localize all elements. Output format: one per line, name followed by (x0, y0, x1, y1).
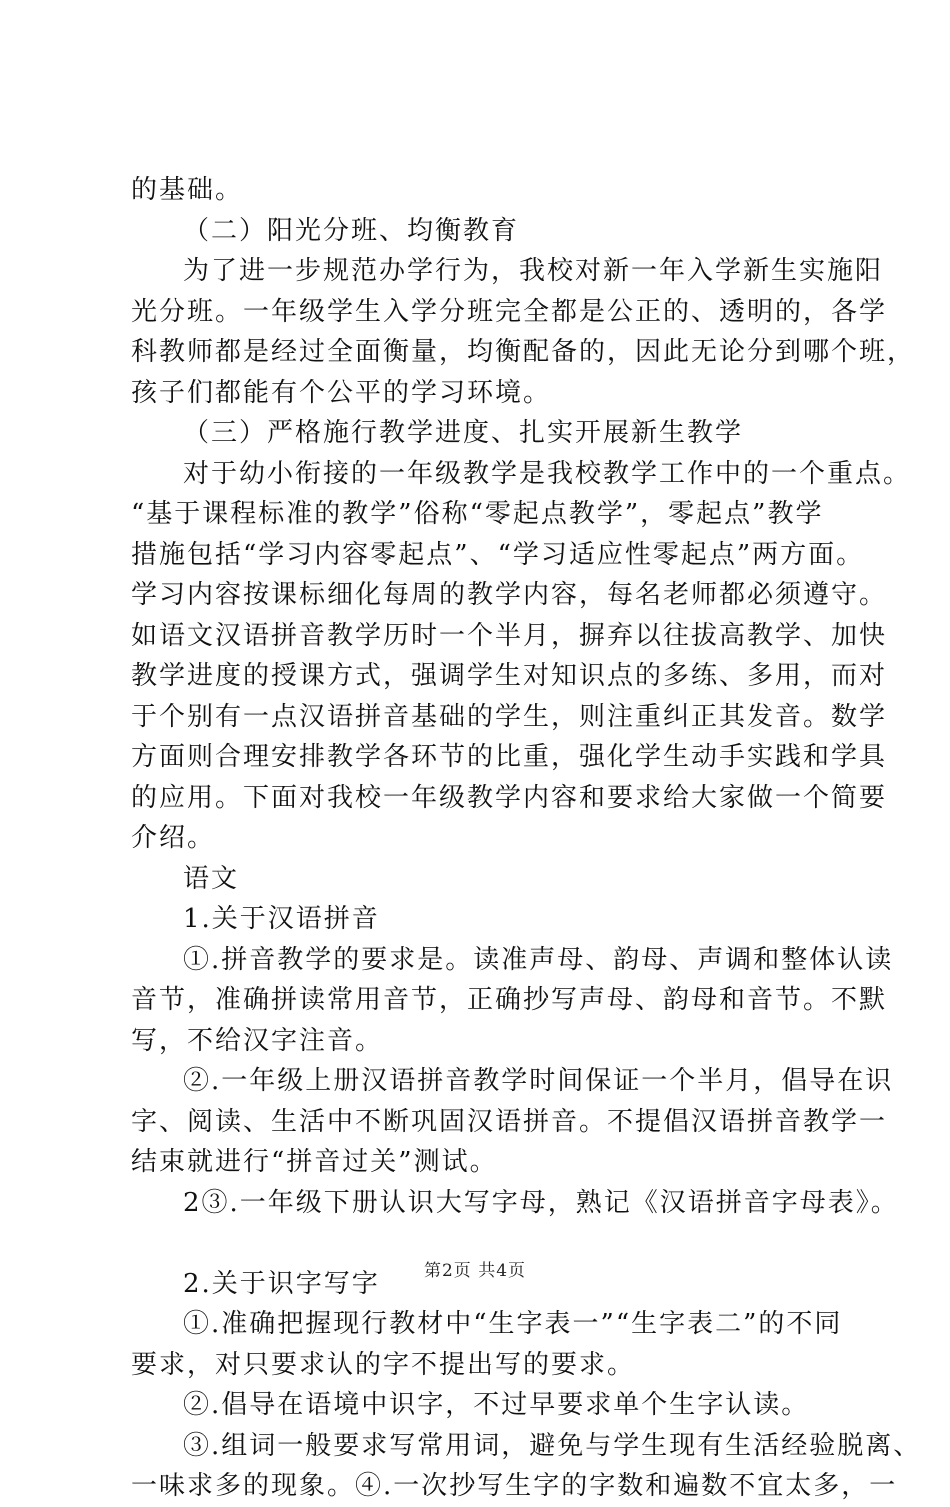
subject-heading: 语文 (183, 863, 240, 894)
paragraph-line: 的应用。下面对我校一年级教学内容和要求给大家做一个简要 (131, 782, 888, 813)
list-item-line: ②.一年级上册汉语拼音教学时间保证一个半月，倡导在识 (183, 1066, 894, 1096)
paragraph-line: 为了进一步规范办学行为，我校对新一年入学新生实施阳 (183, 256, 884, 286)
list-item-line: 写，不给汉字注音。 (131, 1025, 384, 1056)
list-item-line: 音节，准确拼读常用音节，正确抄写声母、韵母和音节。不默 (131, 985, 888, 1015)
section-heading: （三）严格施行教学进度、扎实开展新生教学 (183, 418, 744, 448)
paragraph-line: “基于课程标准的教学”俗称“零起点教学”，零起点”教学 (131, 499, 824, 529)
page-number-footer: 第2页 共4页 (423, 1261, 527, 1281)
list-item-line: ①.准确把握现行教材中“生字表一”“生字表二”的不同 (183, 1309, 843, 1339)
paragraph-line: 于个别有一点汉语拼音基础的学生，则注重纠正其发音。数学 (131, 701, 888, 732)
list-item-line: 要求，对只要求认的字不提出写的要求。 (131, 1349, 636, 1380)
paragraph-line: 孩子们都能有个公平的学习环境。 (131, 377, 552, 408)
paragraph-line: 的基础。 (131, 175, 244, 205)
list-item-line: 字、阅读、生活中不断巩固汉语拼音。不提倡汉语拼音教学一 (131, 1106, 888, 1137)
list-item-line: ③.组词一般要求写常用词，避免与学生现有生活经验脱离、 (183, 1430, 922, 1461)
subsection-heading: 1.关于汉语拼音 (183, 904, 380, 934)
list-item-line: ②.倡导在语境中识字，不过早要求单个生字认读。 (183, 1390, 810, 1420)
paragraph-line: 学习内容按课标细化每周的教学内容，每名老师都必须遵守。 (131, 580, 888, 610)
paragraph-line: 对于幼小衔接的一年级教学是我校教学工作中的一个重点。 (183, 458, 912, 489)
paragraph-line: 方面则合理安排教学各环节的比重，强化学生动手实践和学具 (131, 742, 888, 772)
list-item-line: 一味求多的现象。④.一次抄写生字的字数和遍数不宜太多，一 (131, 1471, 898, 1501)
list-item-line: 结束就进行“拼音过关”测试。 (131, 1147, 498, 1177)
paragraph-line: 科教师都是经过全面衡量，均衡配备的，因此无论分到哪个班， (131, 337, 916, 367)
paragraph-line: 教学进度的授课方式，强调学生对知识点的多练、多用，而对 (131, 661, 888, 691)
list-item-line: 2③.一年级下册认识大写字母，熟记《汉语拼音字母表》。 (183, 1187, 899, 1218)
paragraph-line: 措施包括“学习内容零起点”、“学习适应性零起点”两方面。 (131, 539, 865, 570)
document-body (131, 170, 922, 1507)
paragraph-line: 如语文汉语拼音教学历时一个半月，摒弃以往拔高教学、加快 (131, 620, 888, 651)
subsection-heading: 2.关于识字写字 (183, 1268, 380, 1299)
list-item-line: ①.拼音教学的要求是。读准声母、韵母、声调和整体认读 (183, 944, 894, 975)
section-heading: （二）阳光分班、均衡教育 (183, 215, 520, 246)
paragraph-line: 介绍。 (131, 823, 216, 853)
paragraph-line: 光分班。一年级学生入学分班完全都是公正的、透明的，各学 (131, 296, 888, 327)
